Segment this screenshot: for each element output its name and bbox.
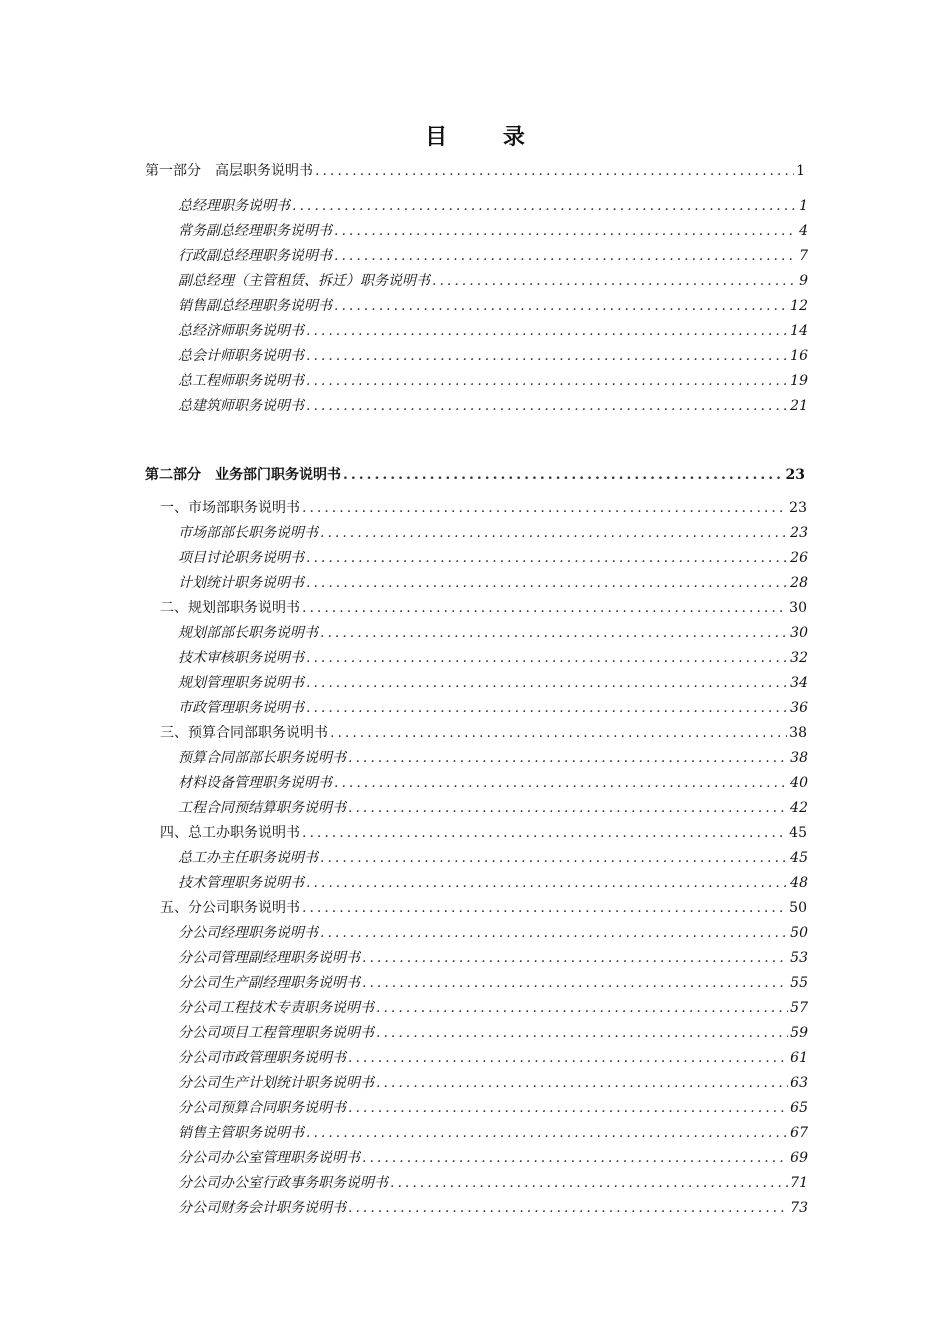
- dot-leader: [348, 1198, 788, 1218]
- toc-entry-job[interactable]: [178, 1073, 808, 1093]
- toc-entry-label: 项目讨论职务说明书: [178, 550, 304, 566]
- toc-entry-label: 市政管理职务说明书: [178, 700, 304, 716]
- dot-leader: [320, 923, 788, 943]
- toc-entry-label: 常务副总经理职务说明书: [178, 223, 332, 239]
- toc-entry-job[interactable]: [178, 748, 808, 768]
- toc-page-number: 23: [789, 500, 807, 516]
- toc-entry-job[interactable]: [178, 973, 808, 993]
- toc-entry-dept[interactable]: [160, 498, 807, 518]
- toc-page-number: 1: [799, 198, 808, 214]
- toc-entry-job[interactable]: [178, 1198, 808, 1218]
- toc-entry-label: 工程合同预结算职务说明书: [178, 800, 346, 816]
- dot-leader: [302, 498, 787, 518]
- toc-entry-part[interactable]: [145, 161, 805, 181]
- toc-entry-job[interactable]: [178, 246, 808, 266]
- toc-page-number: 30: [790, 625, 808, 641]
- toc-page-number: 45: [790, 850, 808, 866]
- toc-entry-job[interactable]: [178, 1173, 808, 1193]
- toc-entry-label: 销售主管职务说明书: [178, 1125, 304, 1141]
- toc-entry-label: 副总经理（主管租赁、拆迁）职务说明书: [178, 273, 430, 289]
- toc-entry-label: 分公司办公室管理职务说明书: [178, 1150, 360, 1166]
- toc-page-number: 32: [790, 650, 808, 666]
- toc-page-number: 57: [790, 1000, 808, 1016]
- dot-leader: [292, 196, 797, 216]
- toc-entry-job[interactable]: [178, 848, 808, 868]
- toc-entry-job[interactable]: [178, 523, 808, 543]
- toc-entry-label: 分公司项目工程管理职务说明书: [178, 1025, 374, 1041]
- toc-entry-label: 销售副总经理职务说明书: [178, 298, 332, 314]
- toc-entry-job[interactable]: [178, 1048, 808, 1068]
- dot-leader: [306, 1123, 788, 1143]
- dot-leader: [376, 1023, 788, 1043]
- toc-entry-label: 总工程师职务说明书: [178, 373, 304, 389]
- toc-entry-dept[interactable]: [160, 898, 807, 918]
- toc-page-number: 28: [790, 575, 808, 591]
- toc-entry-label: 五、分公司职务说明书: [160, 900, 300, 916]
- toc-entry-dept[interactable]: [160, 598, 807, 618]
- toc-entry-job[interactable]: [178, 1098, 808, 1118]
- toc-entry-label: 规划管理职务说明书: [178, 675, 304, 691]
- toc-entry-job[interactable]: [178, 623, 808, 643]
- toc-entry-job[interactable]: [178, 296, 808, 316]
- dot-leader: [334, 773, 788, 793]
- toc-entry-label: 分公司工程技术专责职务说明书: [178, 1000, 374, 1016]
- dot-leader: [306, 321, 788, 341]
- toc-entry-job[interactable]: [178, 371, 808, 391]
- toc-entry-label: 总经理职务说明书: [178, 198, 290, 214]
- toc-entry-job[interactable]: [178, 1123, 808, 1143]
- dot-leader: [315, 161, 794, 181]
- dot-leader: [348, 1098, 788, 1118]
- dot-leader: [306, 396, 788, 416]
- toc-page-number: 67: [790, 1125, 808, 1141]
- toc-page-number: 50: [789, 900, 807, 916]
- toc-entry-job[interactable]: [178, 321, 808, 341]
- dot-leader: [362, 973, 788, 993]
- toc-entry-job[interactable]: [178, 773, 808, 793]
- toc-entry-label: 技术管理职务说明书: [178, 875, 304, 891]
- dot-leader: [320, 523, 788, 543]
- dot-leader: [306, 673, 788, 693]
- toc-page-number: 34: [790, 675, 808, 691]
- toc-page-number: 7: [799, 248, 808, 264]
- toc-entry-label: 总工办主任职务说明书: [178, 850, 318, 866]
- dot-leader: [302, 898, 787, 918]
- dot-leader: [362, 1148, 788, 1168]
- toc-page-number: 73: [790, 1200, 808, 1216]
- toc-entry-label: 第一部分 高层职务说明书: [145, 163, 313, 179]
- toc-page-number: 36: [790, 700, 808, 716]
- dot-leader: [330, 723, 787, 743]
- toc-entry-label: 三、预算合同部职务说明书: [160, 725, 328, 741]
- toc-page-number: 23: [785, 467, 805, 483]
- dot-leader: [348, 1048, 788, 1068]
- dot-leader: [334, 221, 797, 241]
- dot-leader: [306, 648, 788, 668]
- toc-page-number: 63: [790, 1075, 808, 1091]
- toc-entry-job[interactable]: [178, 923, 808, 943]
- toc-heading: 目 录: [425, 124, 549, 150]
- toc-page-number: 19: [790, 373, 808, 389]
- dot-leader: [343, 465, 784, 485]
- toc-page-number: 69: [790, 1150, 808, 1166]
- dot-leader: [306, 371, 788, 391]
- toc-entry-job[interactable]: [178, 1148, 808, 1168]
- toc-entry-label: 总建筑师职务说明书: [178, 398, 304, 414]
- dot-leader: [376, 998, 788, 1018]
- toc-entry-job[interactable]: [178, 948, 808, 968]
- toc-page-number: 23: [790, 525, 808, 541]
- toc-entry-job[interactable]: [178, 798, 808, 818]
- toc-entry-part[interactable]: [145, 465, 805, 485]
- toc-page-number: 30: [789, 600, 807, 616]
- toc-entry-job[interactable]: [178, 998, 808, 1018]
- toc-page-number: 42: [790, 800, 808, 816]
- toc-entry-label: 总经济师职务说明书: [178, 323, 304, 339]
- dot-leader: [302, 823, 787, 843]
- toc-entry-job[interactable]: [178, 648, 808, 668]
- toc-entry-label: 分公司生产计划统计职务说明书: [178, 1075, 374, 1091]
- dot-leader: [390, 1173, 788, 1193]
- toc-entry-label: 预算合同部部长职务说明书: [178, 750, 346, 766]
- dot-leader: [376, 1073, 788, 1093]
- toc-page-number: 21: [790, 398, 808, 414]
- dot-leader: [362, 948, 788, 968]
- dot-leader: [306, 698, 788, 718]
- toc-entry-label: 行政副总经理职务说明书: [178, 248, 332, 264]
- toc-entry-label: 分公司生产副经理职务说明书: [178, 975, 360, 991]
- dot-leader: [334, 296, 788, 316]
- toc-entry-job[interactable]: [178, 396, 808, 416]
- dot-leader: [432, 271, 797, 291]
- toc-entry-label: 二、规划部职务说明书: [160, 600, 300, 616]
- toc-page-number: 26: [790, 550, 808, 566]
- dot-leader: [306, 346, 788, 366]
- dot-leader: [320, 623, 788, 643]
- toc-entry-job[interactable]: [178, 873, 808, 893]
- toc-entry-job[interactable]: [178, 573, 808, 593]
- toc-entry-job[interactable]: [178, 698, 808, 718]
- toc-page-number: 38: [790, 750, 808, 766]
- dot-leader: [306, 548, 788, 568]
- dot-leader: [302, 598, 787, 618]
- dot-leader: [306, 873, 788, 893]
- dot-leader: [334, 246, 797, 266]
- dot-leader: [348, 748, 788, 768]
- toc-page-number: 65: [790, 1100, 808, 1116]
- toc-page-number: 16: [790, 348, 808, 364]
- toc-page-number: 12: [790, 298, 808, 314]
- toc-entry-job[interactable]: [178, 221, 808, 241]
- toc-entry-job[interactable]: [178, 1023, 808, 1043]
- toc-page-number: 1: [796, 163, 805, 179]
- toc-entry-job[interactable]: [178, 196, 808, 216]
- toc-entry-label: 分公司市政管理职务说明书: [178, 1050, 346, 1066]
- toc-page-number: 48: [790, 875, 808, 891]
- toc-entry-label: 市场部部长职务说明书: [178, 525, 318, 541]
- toc-entry-job[interactable]: [178, 346, 808, 366]
- toc-page-number: 55: [790, 975, 808, 991]
- toc-entry-job[interactable]: [178, 548, 808, 568]
- toc-entry-label: 分公司管理副经理职务说明书: [178, 950, 360, 966]
- dot-leader: [348, 798, 788, 818]
- toc-entry-label: 计划统计职务说明书: [178, 575, 304, 591]
- toc-entry-label: 规划部部长职务说明书: [178, 625, 318, 641]
- toc-entry-label: 分公司办公室行政事务职务说明书: [178, 1175, 388, 1191]
- dot-leader: [306, 573, 788, 593]
- toc-entry-label: 材料设备管理职务说明书: [178, 775, 332, 791]
- toc-entry-label: 技术审核职务说明书: [178, 650, 304, 666]
- toc-entry-label: 第二部分 业务部门职务说明书: [145, 467, 341, 483]
- toc-page-number: 53: [790, 950, 808, 966]
- toc-page-number: 38: [789, 725, 807, 741]
- toc-entry-job[interactable]: [178, 271, 808, 291]
- toc-page-number: 40: [790, 775, 808, 791]
- toc-entry-label: 总会计师职务说明书: [178, 348, 304, 364]
- toc-page-number: 61: [790, 1050, 808, 1066]
- toc-page-number: 59: [790, 1025, 808, 1041]
- toc-entry-dept[interactable]: [160, 823, 807, 843]
- toc-page-number: 9: [799, 273, 808, 289]
- toc-page-number: 45: [789, 825, 807, 841]
- toc-entry-label: 分公司预算合同职务说明书: [178, 1100, 346, 1116]
- toc-entry-job[interactable]: [178, 673, 808, 693]
- toc-entry-label: 四、总工办职务说明书: [160, 825, 300, 841]
- toc-page-number: 14: [790, 323, 808, 339]
- toc-page-number: 71: [790, 1175, 808, 1191]
- toc-page-number: 50: [790, 925, 808, 941]
- toc-entry-dept[interactable]: [160, 723, 807, 743]
- dot-leader: [320, 848, 788, 868]
- toc-entry-label: 分公司经理职务说明书: [178, 925, 318, 941]
- toc-entry-label: 分公司财务会计职务说明书: [178, 1200, 346, 1216]
- toc-page-number: 4: [799, 223, 808, 239]
- toc-entry-label: 一、市场部职务说明书: [160, 500, 300, 516]
